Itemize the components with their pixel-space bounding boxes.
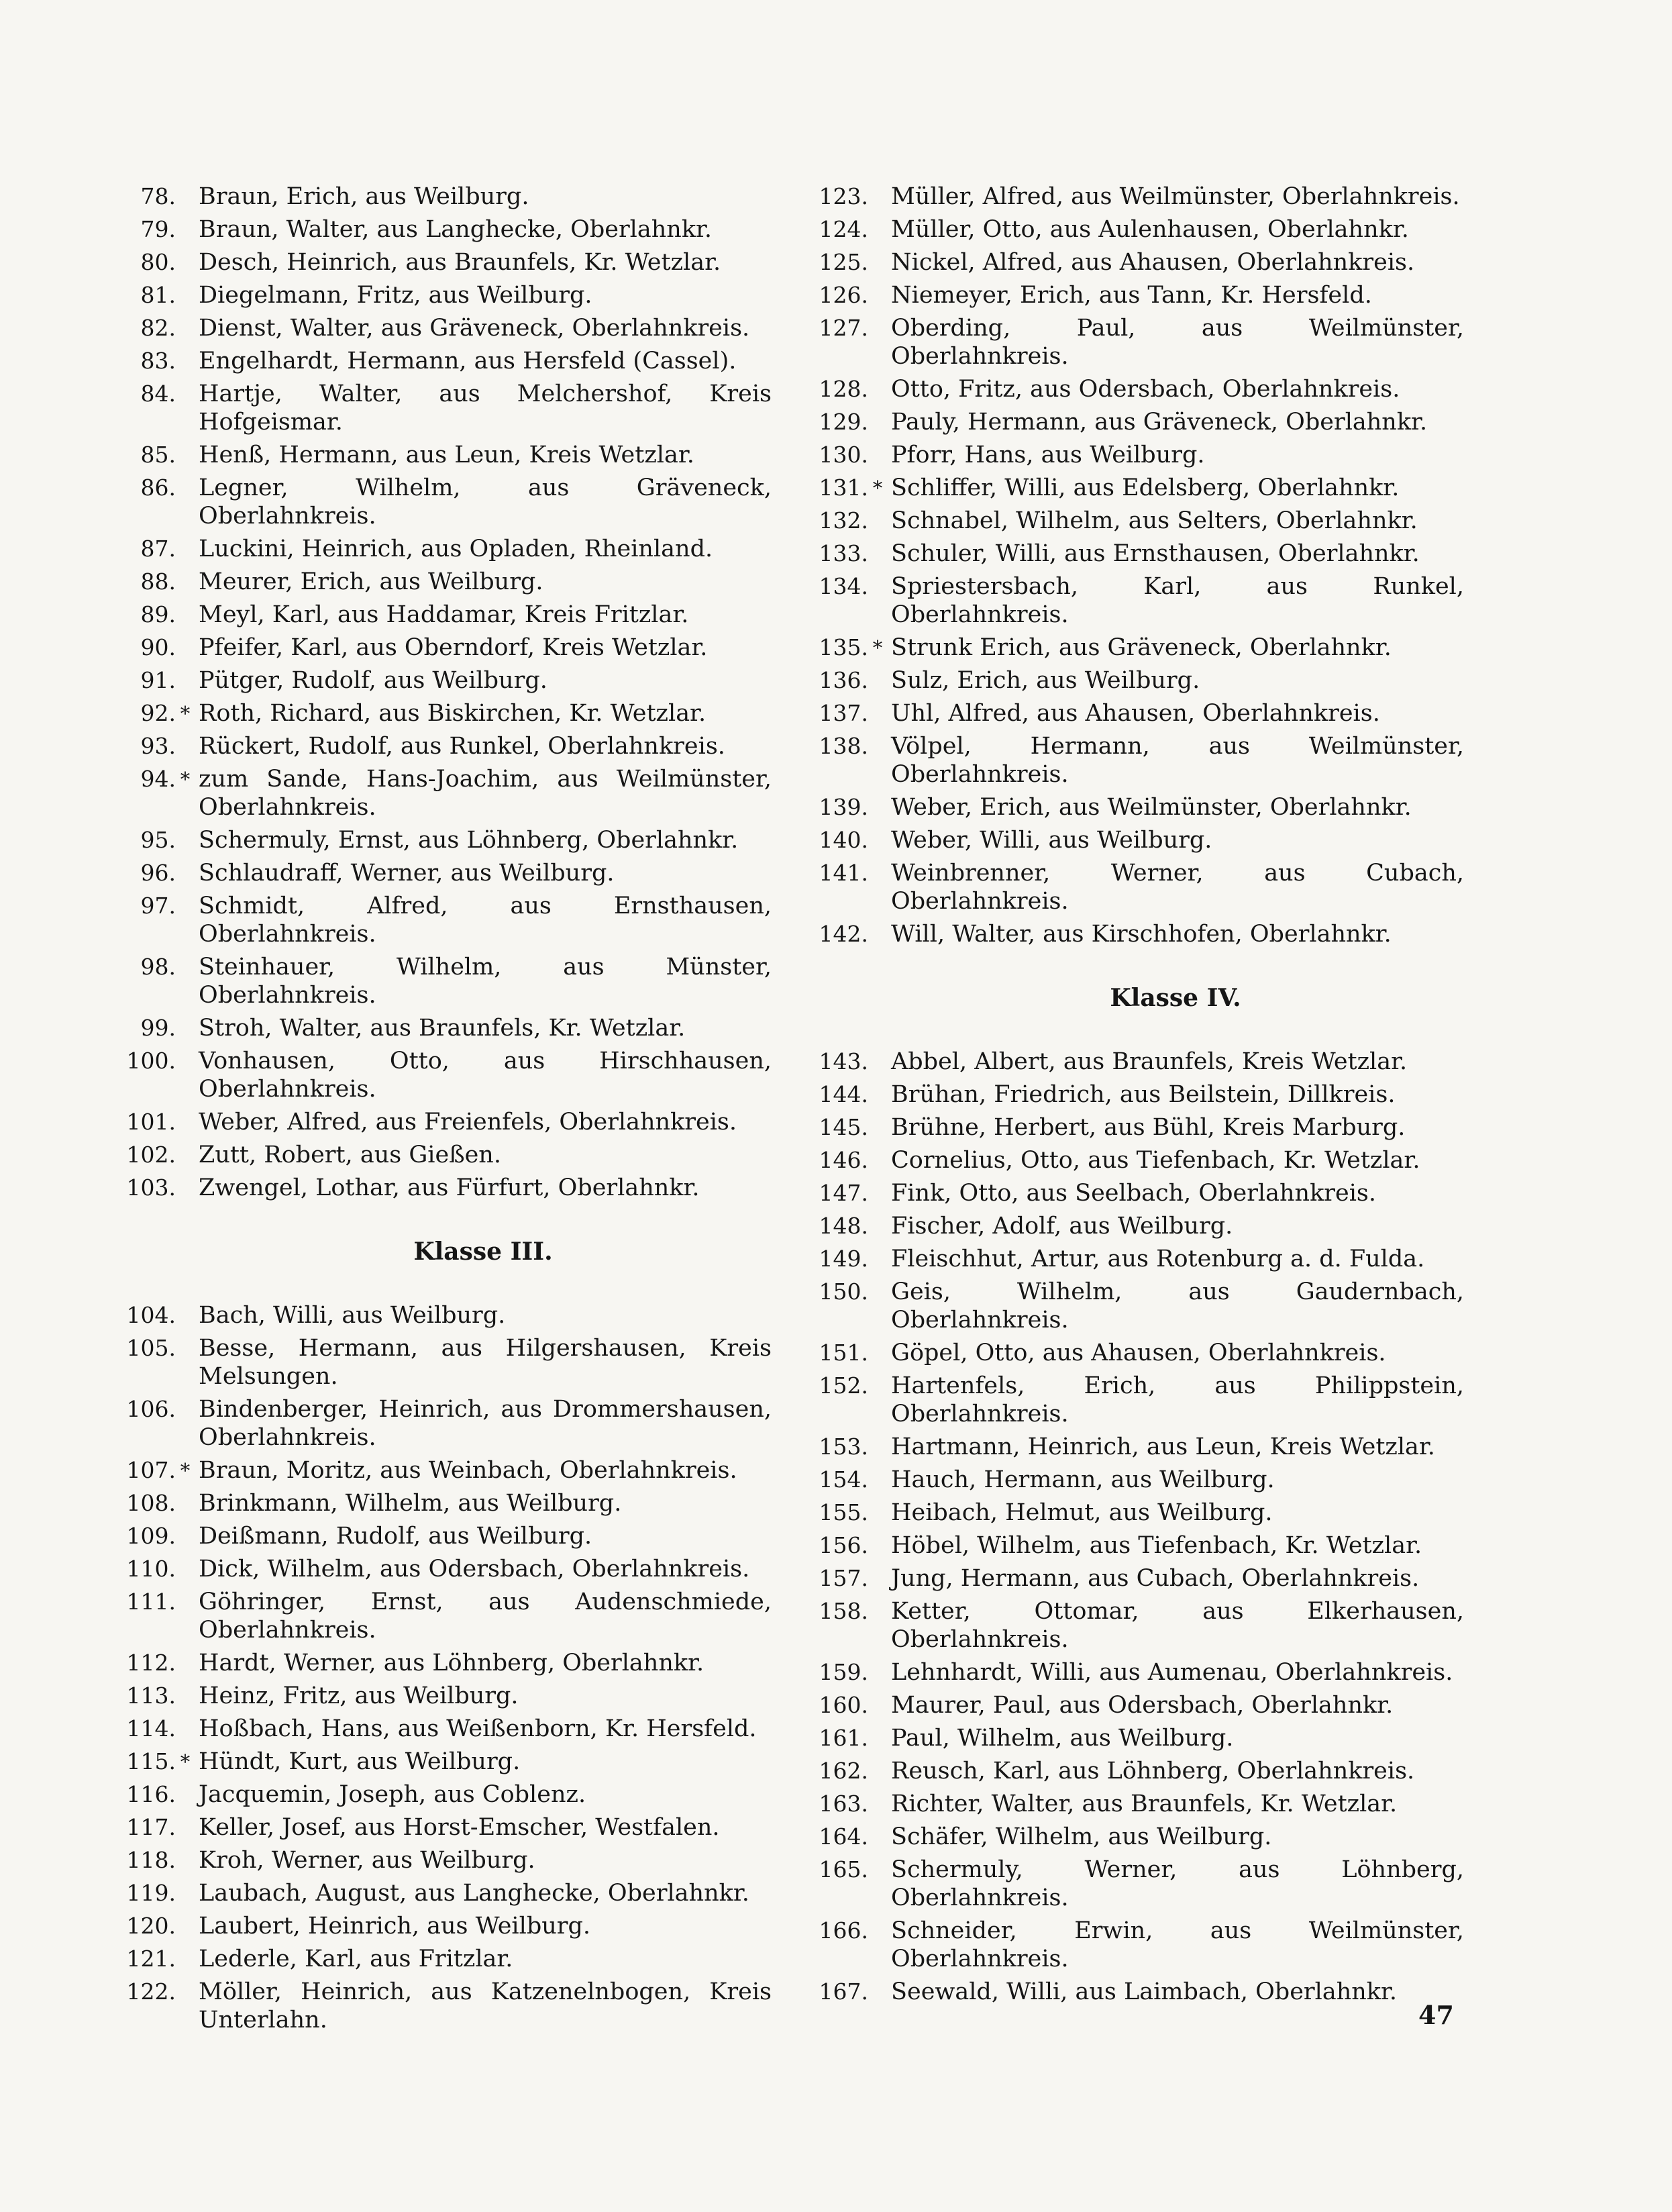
entry-number: 164.: [819, 1823, 868, 1850]
entry-text: Paul, Wilhelm, aus Weilburg.: [891, 1725, 1234, 1752]
entry-text: Fleischhut, Artur, aus Rotenburg a. d. Fulda.: [891, 1246, 1425, 1272]
asterisk-mark: *: [872, 476, 883, 499]
entry-number: 149.: [819, 1246, 868, 1272]
entry-text: Jacquemin, Joseph, aus Coblenz.: [199, 1781, 586, 1808]
list-item: [101, 1846, 772, 1874]
list-item: [793, 1658, 1464, 1687]
entry-text: Niemeyer, Erich, aus Tann, Kr. Hersfeld.: [891, 282, 1372, 309]
entry-number: 166.: [819, 1917, 868, 1944]
list-item: [101, 1649, 772, 1677]
entry-number: 132.: [819, 507, 868, 534]
list-item: [101, 699, 772, 727]
entry-number: 99.: [140, 1015, 176, 1041]
entry-text: Otto, Fritz, aus Odersbach, Oberlahnkreis.: [891, 376, 1400, 403]
entry-text: Brühan, Friedrich, aus Beilstein, Dillkreis.: [891, 1081, 1396, 1108]
list-item: [101, 281, 772, 309]
entry-number: 150.: [819, 1278, 868, 1305]
entry-number: 134.: [819, 573, 868, 599]
entry-text: Höbel, Wilhelm, aus Tiefenbach, Kr. Wetzlar.: [891, 1532, 1422, 1559]
entry-number: 143.: [819, 1048, 868, 1074]
entry-number: 111.: [126, 1589, 176, 1615]
list-item: [101, 1978, 772, 2034]
list-item: [101, 859, 772, 887]
entry-text: Zutt, Robert, aus Gießen.: [199, 1142, 501, 1168]
list-item: [101, 1174, 772, 1202]
entry-text: Schneider, Erwin, aus Weilmünster, Oberlahnkreis.: [891, 1917, 1464, 1972]
list-item: [793, 1691, 1464, 1719]
entry-text: Roth, Richard, aus Biskirchen, Kr. Wetzlar.: [199, 700, 707, 727]
list-item: [793, 1146, 1464, 1174]
entry-number: 163.: [819, 1791, 868, 1817]
list-item: [101, 1813, 772, 1842]
list-item: [793, 1978, 1464, 2006]
list-item: [101, 1489, 772, 1517]
entry-number: 123.: [819, 183, 868, 209]
entry-number: 119.: [126, 1880, 176, 1906]
list-item: [101, 892, 772, 948]
list-item: [793, 1757, 1464, 1785]
asterisk-mark: *: [180, 702, 191, 725]
list-item: [793, 1245, 1464, 1273]
entry-number: 135.: [819, 634, 868, 660]
list-item: [101, 601, 772, 629]
list-item: [101, 1395, 772, 1452]
entry-number: 148.: [819, 1213, 868, 1239]
entry-number: 159.: [819, 1659, 868, 1685]
entry-number: 86.: [140, 474, 176, 501]
entry-number: 113.: [126, 1682, 176, 1709]
list-item: [101, 826, 772, 854]
list-item: [101, 1141, 772, 1169]
list-item: [101, 441, 772, 469]
entry-text: Lehnhardt, Willi, aus Aumenau, Oberlahnkreis.: [891, 1659, 1453, 1686]
entry-text: Richter, Walter, aus Braunfels, Kr. Wetzlar.: [891, 1791, 1398, 1817]
entry-text: Braun, Moritz, aus Weinbach, Oberlahnkreis.: [199, 1457, 737, 1484]
entry-text: Dienst, Walter, aus Gräveneck, Oberlahnkreis.: [199, 315, 750, 342]
entry-text: Schuler, Willi, aus Ernsthausen, Oberlahnkr.: [891, 540, 1420, 567]
entry-text: Schermuly, Ernst, aus Löhnberg, Oberlahnkr.: [199, 827, 739, 854]
entry-text: Bindenberger, Heinrich, aus Drommershausen, Oberlahnkreis.: [199, 1396, 772, 1451]
entry-number: 84.: [140, 381, 176, 407]
entry-number: 126.: [819, 282, 868, 308]
list-item: [793, 920, 1464, 948]
entry-text: Sulz, Erich, aus Weilburg.: [891, 667, 1200, 694]
list-item: [101, 1301, 772, 1329]
entry-text: Weber, Willi, aus Weilburg.: [891, 827, 1212, 854]
entry-text: Schäfer, Wilhelm, aus Weilburg.: [891, 1823, 1272, 1850]
entry-text: Deißmann, Rudolf, aus Weilburg.: [199, 1523, 592, 1550]
entry-number: 102.: [126, 1142, 176, 1168]
list-item: [793, 281, 1464, 309]
list-item: [101, 765, 772, 821]
list-item: [793, 1080, 1464, 1109]
entry-number: 112.: [126, 1650, 176, 1676]
list-item: [101, 1588, 772, 1644]
entry-number: 139.: [819, 794, 868, 820]
entry-number: 117.: [126, 1814, 176, 1840]
entry-text: Reusch, Karl, aus Löhnberg, Oberlahnkreis.: [891, 1758, 1415, 1784]
student-list: [793, 183, 1464, 948]
entry-number: 97.: [140, 893, 176, 919]
list-item: [101, 1555, 772, 1583]
entry-number: 101.: [126, 1109, 176, 1135]
entry-text: Hardt, Werner, aus Löhnberg, Oberlahnkr.: [199, 1650, 704, 1676]
entry-text: Geis, Wilhelm, aus Gaudernbach, Oberlahnkreis.: [891, 1278, 1464, 1334]
entry-number: 154.: [819, 1466, 868, 1493]
entry-text: Hündt, Kurt, aus Weilburg.: [199, 1748, 521, 1775]
entry-number: 82.: [140, 315, 176, 341]
list-item: [793, 408, 1464, 436]
entry-number: 157.: [819, 1565, 868, 1591]
list-item: [793, 1048, 1464, 1076]
list-item: [793, 215, 1464, 244]
entry-number: 90.: [140, 634, 176, 660]
entry-text: Oberding, Paul, aus Weilmünster, Oberlahnkreis.: [891, 315, 1464, 370]
list-item: [101, 1682, 772, 1710]
list-item: [793, 1372, 1464, 1428]
left-column: [101, 183, 772, 2039]
entry-number: 78.: [140, 183, 176, 209]
entry-text: Pforr, Hans, aus Weilburg.: [891, 442, 1205, 468]
entry-text: Stroh, Walter, aus Braunfels, Kr. Wetzlar.: [199, 1015, 686, 1042]
entry-text: Abbel, Albert, aus Braunfels, Kreis Wetzlar.: [891, 1048, 1408, 1075]
entry-text: Diegelmann, Fritz, aus Weilburg.: [199, 282, 592, 309]
entry-text: Fischer, Adolf, aus Weilburg.: [891, 1213, 1233, 1240]
entry-text: Besse, Hermann, aus Hilgershausen, Kreis Melsungen.: [199, 1335, 772, 1390]
list-item: [793, 1433, 1464, 1461]
list-item: [793, 1724, 1464, 1752]
entry-number: 110.: [126, 1556, 176, 1582]
entry-text: Weber, Alfred, aus Freienfels, Oberlahnkreis.: [199, 1109, 737, 1136]
list-item: [101, 1780, 772, 1809]
entry-text: Brinkmann, Wilhelm, aus Weilburg.: [199, 1490, 622, 1517]
entry-number: 125.: [819, 249, 868, 275]
entry-text: Müller, Otto, aus Aulenhausen, Oberlahnkr.: [891, 216, 1409, 243]
entry-number: 141.: [819, 860, 868, 886]
list-item: [101, 183, 772, 211]
entry-text: Schlaudraff, Werner, aus Weilburg.: [199, 860, 615, 887]
entry-text: Legner, Wilhelm, aus Gräveneck, Oberlahnkreis.: [199, 474, 772, 530]
entry-number: 167.: [819, 1978, 868, 2005]
list-item: [101, 347, 772, 375]
entry-number: 165.: [819, 1856, 868, 1882]
list-item: [101, 1879, 772, 1907]
entry-text: Laubert, Heinrich, aus Weilburg.: [199, 1913, 591, 1940]
entry-text: Möller, Heinrich, aus Katzenelnbogen, Kreis Unterlahn.: [199, 1978, 772, 2033]
list-item: [793, 732, 1464, 789]
entry-number: 155.: [819, 1499, 868, 1525]
entry-text: Zwengel, Lothar, aus Fürfurt, Oberlahnkr.: [199, 1174, 700, 1201]
entry-text: Rückert, Rudolf, aus Runkel, Oberlahnkreis.: [199, 733, 725, 760]
entry-number: 158.: [819, 1598, 868, 1624]
entry-text: Steinhauer, Wilhelm, aus Münster, Oberlahnkreis.: [199, 954, 772, 1009]
entry-number: 108.: [126, 1490, 176, 1516]
right-column: [793, 183, 1464, 2011]
page-number: 47: [1418, 2000, 1454, 2030]
entry-text: Jung, Hermann, aus Cubach, Oberlahnkreis.: [891, 1565, 1420, 1592]
entry-number: 80.: [140, 249, 176, 275]
entry-text: Göpel, Otto, aus Ahausen, Oberlahnkreis.: [891, 1340, 1386, 1366]
entry-text: Hartmann, Heinrich, aus Leun, Kreis Wetzlar.: [891, 1434, 1435, 1460]
entry-number: 107.: [126, 1457, 176, 1483]
list-item: [793, 1499, 1464, 1527]
list-item: [793, 1564, 1464, 1593]
entry-number: 79.: [140, 216, 176, 242]
entry-text: Dick, Wilhelm, aus Odersbach, Oberlahnkreis.: [199, 1556, 750, 1582]
entry-text: Uhl, Alfred, aus Ahausen, Oberlahnkreis.: [891, 700, 1380, 727]
entry-number: 162.: [819, 1758, 868, 1784]
entry-number: 153.: [819, 1434, 868, 1460]
list-item: [793, 1597, 1464, 1654]
entry-number: 106.: [126, 1396, 176, 1422]
entry-text: Spriestersbach, Karl, aus Runkel, Oberlahnkreis.: [891, 573, 1464, 628]
entry-number: 93.: [140, 733, 176, 759]
list-item: [101, 474, 772, 530]
section-heading-klasse-iii: Klasse III.: [413, 1238, 553, 1266]
entry-text: Weinbrenner, Werner, aus Cubach, Oberlahnkreis.: [891, 860, 1464, 915]
entry-text: Brühne, Herbert, aus Bühl, Kreis Marburg.: [891, 1114, 1406, 1141]
entry-text: Hartenfels, Erich, aus Philippstein, Oberlahnkreis.: [891, 1372, 1464, 1427]
entry-text: Vonhausen, Otto, aus Hirschhausen, Oberlahnkreis.: [199, 1048, 772, 1103]
list-item: [793, 314, 1464, 370]
entry-number: 100.: [126, 1048, 176, 1074]
list-item: [793, 507, 1464, 535]
entry-text: Hoßbach, Hans, aus Weißenborn, Kr. Hersfeld.: [199, 1715, 757, 1742]
list-item: [101, 1334, 772, 1391]
entry-number: 83.: [140, 348, 176, 374]
entry-text: Fink, Otto, aus Seelbach, Oberlahnkreis.: [891, 1180, 1377, 1207]
entry-text: Weber, Erich, aus Weilmünster, Oberlahnkr.: [891, 794, 1412, 821]
list-item: [793, 666, 1464, 695]
list-item: [793, 183, 1464, 211]
entry-number: 105.: [126, 1335, 176, 1361]
list-item: [101, 1014, 772, 1042]
entry-number: 136.: [819, 667, 868, 693]
list-item: [793, 1339, 1464, 1367]
entry-number: 94.: [140, 766, 176, 792]
list-item: [793, 1466, 1464, 1494]
entry-text: Braun, Erich, aus Weilburg.: [199, 183, 529, 210]
list-item: [101, 568, 772, 596]
entry-number: 129.: [819, 409, 868, 435]
list-item: [793, 634, 1464, 662]
list-item: [793, 248, 1464, 276]
list-item: [793, 1113, 1464, 1142]
asterisk-mark: *: [872, 636, 883, 659]
entry-text: Müller, Alfred, aus Weilmünster, Oberlahnkreis.: [891, 183, 1460, 210]
list-item: [101, 1522, 772, 1550]
entry-number: 81.: [140, 282, 176, 308]
asterisk-mark: *: [180, 1459, 191, 1482]
asterisk-mark: *: [180, 1750, 191, 1773]
student-list: [793, 1048, 1464, 2006]
entry-number: 92.: [140, 700, 176, 726]
entry-number: 114.: [126, 1715, 176, 1742]
list-item: [793, 859, 1464, 915]
list-item: [793, 826, 1464, 854]
list-item: [793, 1823, 1464, 1851]
entry-text: Laubach, August, aus Langhecke, Oberlahnkr.: [199, 1880, 749, 1907]
list-item: [793, 1917, 1464, 1973]
list-item: [101, 1748, 772, 1776]
list-item: [101, 248, 772, 276]
entry-text: Braun, Walter, aus Langhecke, Oberlahnkr.: [199, 216, 713, 243]
entry-text: Göhringer, Ernst, aus Audenschmiede, Oberlahnkreis.: [199, 1589, 772, 1644]
list-item: [101, 1945, 772, 1973]
entry-text: Völpel, Hermann, aus Weilmünster, Oberlahnkreis.: [891, 733, 1464, 788]
entry-number: 96.: [140, 860, 176, 886]
entry-text: Schermuly, Werner, aus Löhnberg, Oberlahnkreis.: [891, 1856, 1464, 1911]
asterisk-mark: *: [180, 768, 191, 791]
list-item: [793, 1790, 1464, 1818]
entry-number: 128.: [819, 376, 868, 402]
list-item: [793, 1212, 1464, 1240]
list-item: [793, 793, 1464, 821]
entry-text: Hartje, Walter, aus Melchershof, Kreis Hofgeismar.: [199, 381, 772, 436]
entry-text: Seewald, Willi, aus Laimbach, Oberlahnkr.: [891, 1978, 1398, 2005]
entry-text: Hauch, Hermann, aus Weilburg.: [891, 1466, 1275, 1493]
list-item: [101, 215, 772, 244]
student-list: [101, 1301, 772, 2034]
entry-number: 98.: [140, 954, 176, 980]
entry-number: 91.: [140, 667, 176, 693]
entry-text: Pütger, Rudolf, aus Weilburg.: [199, 667, 547, 694]
list-item: [793, 1278, 1464, 1334]
entry-number: 87.: [140, 536, 176, 562]
entry-text: Desch, Heinrich, aus Braunfels, Kr. Wetzlar.: [199, 249, 721, 276]
entry-text: zum Sande, Hans-Joachim, aus Weilmünster, Oberlahnkreis.: [199, 766, 772, 821]
entry-text: Lederle, Karl, aus Fritzlar.: [199, 1946, 513, 1972]
entry-number: 95.: [140, 827, 176, 853]
entry-number: 89.: [140, 601, 176, 627]
list-item: [101, 380, 772, 436]
entry-number: 140.: [819, 827, 868, 853]
entry-text: Kroh, Werner, aus Weilburg.: [199, 1847, 535, 1874]
entry-number: 116.: [126, 1781, 176, 1807]
list-item: [101, 1912, 772, 1940]
entry-text: Heinz, Fritz, aus Weilburg.: [199, 1682, 519, 1709]
entry-text: Keller, Josef, aus Horst-Emscher, Westfalen.: [199, 1814, 720, 1841]
entry-text: Nickel, Alfred, aus Ahausen, Oberlahnkreis.: [891, 249, 1415, 276]
list-item: [793, 1856, 1464, 1912]
entry-number: 160.: [819, 1692, 868, 1718]
entry-number: 103.: [126, 1174, 176, 1201]
entry-number: 120.: [126, 1913, 176, 1939]
entry-text: Schnabel, Wilhelm, aus Selters, Oberlahnkr.: [891, 507, 1418, 534]
entry-text: Meurer, Erich, aus Weilburg.: [199, 568, 543, 595]
entry-number: 146.: [819, 1147, 868, 1173]
entry-text: Cornelius, Otto, aus Tiefenbach, Kr. Wetzlar.: [891, 1147, 1420, 1174]
list-item: [101, 732, 772, 760]
entry-text: Engelhardt, Hermann, aus Hersfeld (Cassel).: [199, 348, 737, 374]
list-item: [793, 375, 1464, 403]
entry-number: 147.: [819, 1180, 868, 1206]
entry-text: Bach, Willi, aus Weilburg.: [199, 1302, 506, 1329]
list-item: [793, 1179, 1464, 1207]
entry-number: 131.: [819, 474, 868, 501]
entry-text: Heibach, Helmut, aus Weilburg.: [891, 1499, 1273, 1526]
list-item: [793, 540, 1464, 568]
list-item: [101, 1715, 772, 1743]
entry-number: 156.: [819, 1532, 868, 1558]
entry-text: Strunk Erich, aus Gräveneck, Oberlahnkr.: [891, 634, 1392, 661]
list-item: [793, 699, 1464, 727]
entry-number: 130.: [819, 442, 868, 468]
list-item: [101, 1108, 772, 1136]
entry-number: 104.: [126, 1302, 176, 1328]
list-item: [101, 953, 772, 1009]
section-heading-klasse-iv: Klasse IV.: [1110, 984, 1241, 1012]
entry-number: 115.: [126, 1748, 176, 1774]
entry-text: Henß, Hermann, aus Leun, Kreis Wetzlar.: [199, 442, 694, 468]
list-item: [101, 314, 772, 342]
list-item: [101, 1456, 772, 1485]
entry-text: Pauly, Hermann, aus Gräveneck, Oberlahnkr.: [891, 409, 1428, 436]
entry-number: 138.: [819, 733, 868, 759]
list-item: [793, 572, 1464, 629]
entry-number: 109.: [126, 1523, 176, 1549]
entry-number: 161.: [819, 1725, 868, 1751]
entry-number: 142.: [819, 921, 868, 947]
list-item: [793, 474, 1464, 502]
list-item: [101, 1047, 772, 1103]
entry-text: Schliffer, Willi, aus Edelsberg, Oberlahnkr.: [891, 474, 1400, 501]
entry-text: Pfeifer, Karl, aus Oberndorf, Kreis Wetzlar.: [199, 634, 708, 661]
entry-number: 121.: [126, 1946, 176, 1972]
entry-text: Luckini, Heinrich, aus Opladen, Rheinland.: [199, 536, 713, 562]
entry-number: 133.: [819, 540, 868, 566]
entry-number: 145.: [819, 1114, 868, 1140]
entry-number: 124.: [819, 216, 868, 242]
entry-text: Schmidt, Alfred, aus Ernsthausen, Oberlahnkreis.: [199, 893, 772, 948]
entry-number: 122.: [126, 1978, 176, 2005]
entry-text: Meyl, Karl, aus Haddamar, Kreis Fritzlar.: [199, 601, 689, 628]
list-item: [101, 634, 772, 662]
entry-number: 127.: [819, 315, 868, 341]
entry-number: 151.: [819, 1340, 868, 1366]
list-item: [101, 666, 772, 695]
entry-number: 152.: [819, 1372, 868, 1399]
entry-text: Maurer, Paul, aus Odersbach, Oberlahnkr.: [891, 1692, 1394, 1719]
entry-number: 118.: [126, 1847, 176, 1873]
entry-text: Will, Walter, aus Kirschhofen, Oberlahnkr.: [891, 921, 1392, 948]
entry-number: 85.: [140, 442, 176, 468]
entry-number: 137.: [819, 700, 868, 726]
entry-number: 88.: [140, 568, 176, 595]
list-item: [793, 1531, 1464, 1560]
student-list: [101, 183, 772, 1202]
list-item: [101, 535, 772, 563]
entry-text: Ketter, Ottomar, aus Elkerhausen, Oberlahnkreis.: [891, 1598, 1464, 1653]
entry-number: 144.: [819, 1081, 868, 1107]
list-item: [793, 441, 1464, 469]
